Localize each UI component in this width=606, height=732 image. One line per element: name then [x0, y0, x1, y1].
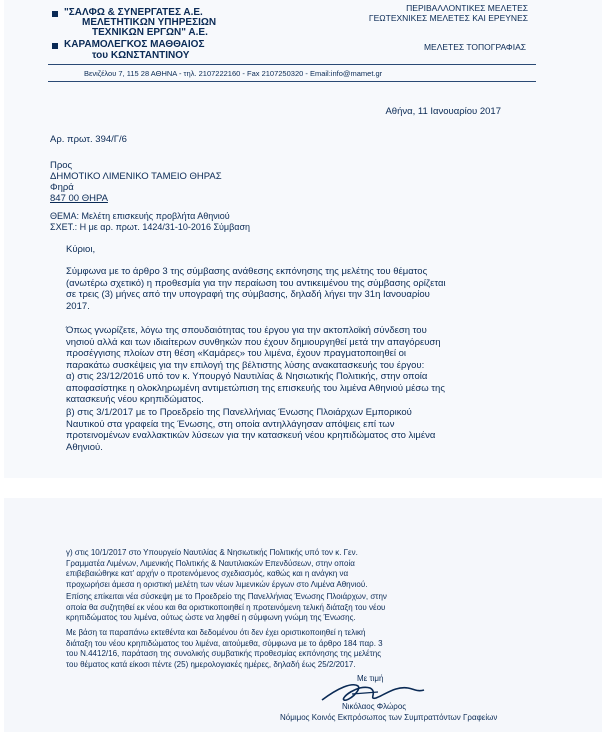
header-right-line1: ΠΕΡΙΒΑΛΛΟΝΤΙΚΕΣ ΜΕΛΕΤΕΣ: [406, 3, 528, 13]
header-divider: [48, 64, 536, 65]
paragraph-line: προσέγγισης πλοίων στη θέση «Καμάρες» του λιμένα, έχουν πραγματοποιηθεί οι: [66, 348, 406, 359]
signer-role: Νόμιμος Κοινός Εκπρόσωπος των Συμπραττόντων Γραφείων: [280, 713, 498, 722]
partner-name-line1: ΚΑΡΑΜΟΛΕΓΚΟΣ ΜΑΘΘΑΙΟΣ: [64, 39, 205, 50]
partner-name-line2: του ΚΩΝΣΤΑΝΤΙΝΟΥ: [92, 50, 190, 61]
bullet-icon: [52, 11, 58, 17]
paragraph-line: παρακάτω συσκέψεις για την επιλογή της βέλτιστης λύσης ανακατασκευής του έργου:: [66, 359, 425, 371]
paragraph-line: του θέματος κατά είκοσι πέντε (25) ημερολογιακές ημέρες, δηλαδή έως 25/2/2017.: [66, 659, 356, 669]
protocol-number: Αρ. πρωτ. 394/Γ/6: [50, 134, 127, 145]
list-item-line: προχωρήσει άμεσα η οριστική μελέτη των νέων λιμενικών έργων στο Λιμένα Αθηνιού.: [66, 579, 368, 589]
paragraph-line: Με βάση τα παραπάνω εκτεθέντα και δεδομένου ότι δεν έχει οριστικοποιηθεί η τελική: [66, 628, 366, 637]
header-right-line3: ΜΕΛΕΤΕΣ ΤΟΠΟΓΡΑΦΙΑΣ: [423, 42, 526, 52]
paragraph-line: (ανωτέρω σχετικό) η προθεσμία για την περαίωση του αντικειμένου της σύμβασης ορίζεται: [66, 277, 446, 289]
paragraph-line: 2017.: [66, 300, 90, 312]
list-item-line: γ) στις 10/1/2017 στο Υπουργείο Ναυτιλίας & Νησιωτικής Πολιτικής υπό τον κ. Γεν.: [66, 548, 358, 557]
signer-name: Νικόλαος Φλώρος: [342, 702, 407, 711]
paragraph-line: Όπως γνωρίζετε, λόγω της σπουδαιότητας του έργου για την ακτοπλοϊκή σύνδεση του: [66, 325, 427, 336]
paragraph-line: κρηπιδώματος του λιμένα, ούτως ώστε να ληφθεί η σύμφωνη γνώμη της Ένωσης.: [66, 613, 356, 622]
paragraph-line: Σύμφωνα με το άρθρο 3 της σύμβασης ανάθεσης εκπόνησης της μελέτης του θέματος: [66, 266, 428, 277]
recipient-postcode: 847 00 ΘΗΡΑ: [50, 193, 108, 204]
company-address: Βενιζέλου 7, 115 28 ΑΘΗΝΑ - τηλ. 2107222160 - Fax 2107250320 - Email:info@mamet.gr: [84, 69, 383, 78]
paragraph-line: διάταξη του νέου κρηπιδώματος του λιμένα, αιτούμεθα, σύμφωνα με το άρθρο 184 παρ. 3: [66, 638, 383, 648]
company-name-line1: "ΣΑΛΦΩ & ΣΥΝΕΡΓΑΤΕΣ Α.Ε.: [64, 7, 203, 18]
closing-regards: Με τιμή: [357, 674, 384, 683]
paragraph-line: νησιού αλλά και των ιδιαίτερων συνθηκών που έχουν δημιουργηθεί μετά την απαγόρευση: [66, 336, 441, 348]
bullet-icon: [52, 43, 58, 49]
paragraph-line: του Ν.4412/16, παράταση της συνολικής συμβατικής προθεσμίας εκπόνησης της μελέτης: [66, 649, 382, 658]
greeting: Κύριοι,: [66, 244, 96, 255]
paragraph-line: Επίσης επίκειται νέα σύσκεψη με το Προεδρείο της Πανελλήνιας Ένωσης Πλοιάρχων, στην: [66, 592, 387, 601]
list-item-line: Ναυτικού στα γραφεία της Ένωσης, στη οποία αντηλλάγησαν απόψεις επί των: [66, 418, 395, 430]
page-gap: [0, 478, 606, 498]
recipient-city: Φηρά: [50, 182, 74, 193]
header-right-line2: ΓΕΩΤΕΧΝΙΚΕΣ ΜΕΛΕΤΕΣ ΚΑΙ ΕΡΕΥΝΕΣ: [368, 13, 528, 23]
paragraph-line: σε τρεις (3) μήνες από την υπογραφή της σύμβασης, δηλαδή λήγει την 31η Ιανουαρίου: [66, 289, 430, 300]
subject-reference: ΣΧΕΤ.: Η με αρ. πρωτ. 1424/31-10-2016 Σύμβαση: [50, 222, 251, 232]
subject-theme: ΘΕΜΑ: Μελέτη επισκευής προβλήτα Αθηνιού: [50, 211, 230, 221]
list-item-line: επιβεβαιώθηκε κατ' αρχήν ο προτεινόμενος σχεδιασμός, καθώς και η ανάγκη να: [66, 569, 349, 578]
list-item-line: προτεινομένων εναλλακτικών λύσεων για την κατασκευή νέου κρηπιδώματος στο λιμένα: [66, 430, 436, 441]
list-item-line: β) στις 3/1/2017 με το Προεδρείο της Πανελλήνιας Ένωσης Πλοιάρχων Εμπορικού: [66, 407, 412, 418]
list-item-line: Γραμματέα Λιμένων, Λιμενικής Πολιτικής & Ναυτιλιακών Επενδύσεων, στην οποία: [66, 558, 355, 568]
address-divider: [48, 81, 536, 82]
recipient-name: ΔΗΜΟΤΙΚΟ ΛΙΜΕΝΙΚΟ ΤΑΜΕΙΟ ΘΗΡΑΣ: [50, 171, 222, 182]
list-item-line: αποφασίστηκε η ολοκληρωμένη αντιμετώπιση της επισκευής του λιμένα Αθηνιού μέσω της: [66, 382, 445, 394]
recipient-to-label: Προς: [50, 160, 73, 171]
list-item-line: κατασκευής νέου κρηπιδώματος.: [66, 394, 204, 405]
paragraph-line: οποία θα συζητηθεί εκ νέου και θα οριστικοποιηθεί η προτεινόμενη τελική διάταξη του νέου: [66, 602, 386, 612]
list-item-line: α) στις 23/12/2016 υπό τον κ. Υπουργό Ναυτιλίας & Νησιωτικής Πολιτικής, στην οποία: [66, 371, 428, 382]
letter-date: Αθήνα, 11 Ιανουαρίου 2017: [385, 106, 501, 117]
company-name-line2: ΜΕΛΕΤΗΤΙΚΩΝ ΥΠΗΡΕΣΙΩΝ: [82, 17, 217, 28]
company-name-line3: ΤΕΧΝΙΚΩΝ ΕΡΓΩΝ" Α.Ε.: [92, 27, 208, 38]
list-item-line: Αθηνιού.: [66, 441, 103, 453]
